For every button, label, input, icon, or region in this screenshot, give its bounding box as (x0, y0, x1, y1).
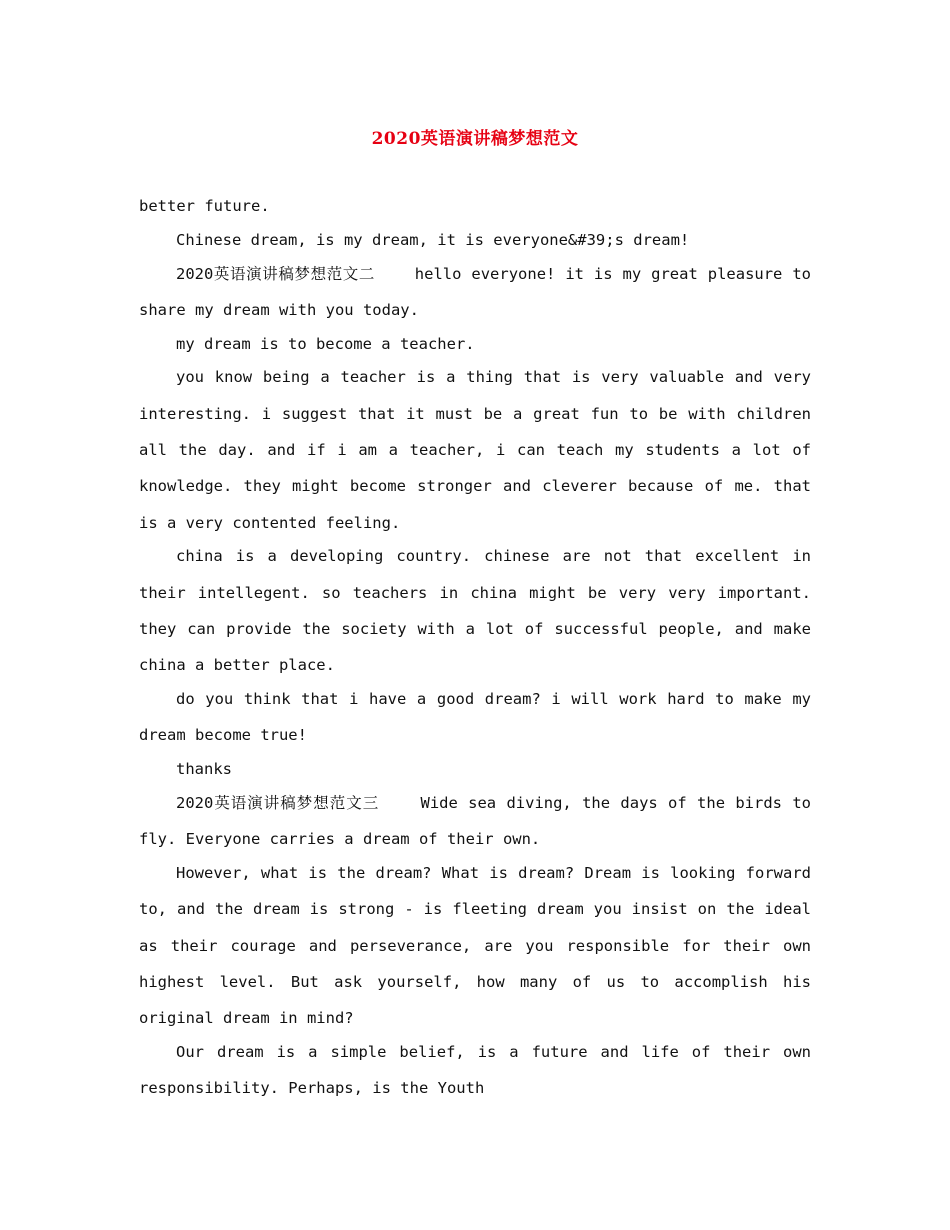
paragraph-9: 2020英语演讲稿梦想范文三 Wide sea diving, the days of the birds to fly. Everyone carries a dream of their own. (139, 794, 821, 849)
paragraph-4: my dream is to become a teacher. (176, 334, 475, 353)
paragraph-5: you know being a teacher is a thing that is very valuable and very interesting. i suggest that it must be a great fun to be with children all the day. and if i am a teacher, i can teach my students a lot of knowledge. they might become stronger and cleverer because of me. that is a very contented feeling. (139, 368, 811, 532)
document-body (139, 188, 821, 1107)
paragraph-3: 2020英语演讲稿梦想范文二 hello everyone! it is my great pleasure to share my dream with you today. (139, 264, 821, 319)
paragraph-2: Chinese dream, is my dream, it is everyone&#39;s dream! (176, 230, 690, 249)
paragraph-11: Our dream is a simple belief, is a future and life of their own responsibility. Perhaps, is the Youth (139, 1043, 811, 1098)
paragraph-7: do you think that i have a good dream? i will work hard to make my dream become true! (139, 690, 811, 745)
paragraph-8: thanks (176, 760, 232, 779)
document-title: 2020英语演讲稿梦想范文 (371, 129, 579, 149)
paragraph-1: better future. (139, 197, 270, 215)
paragraph-6: china is a developing country. chinese are not that excellent in their intellegent. so teachers in china might be very very important. they can provide the society with a lot of successful people, and make china a better place. (139, 547, 811, 675)
paragraph-10: However, what is the dream? What is dream? Dream is looking forward to, and the dream is strong - is fleeting dream you insist on the ideal as their courage and perseverance, are you responsible for their own highest level. But ask yourself, how many of us to accomplish his original dream in mind? (139, 864, 811, 1028)
